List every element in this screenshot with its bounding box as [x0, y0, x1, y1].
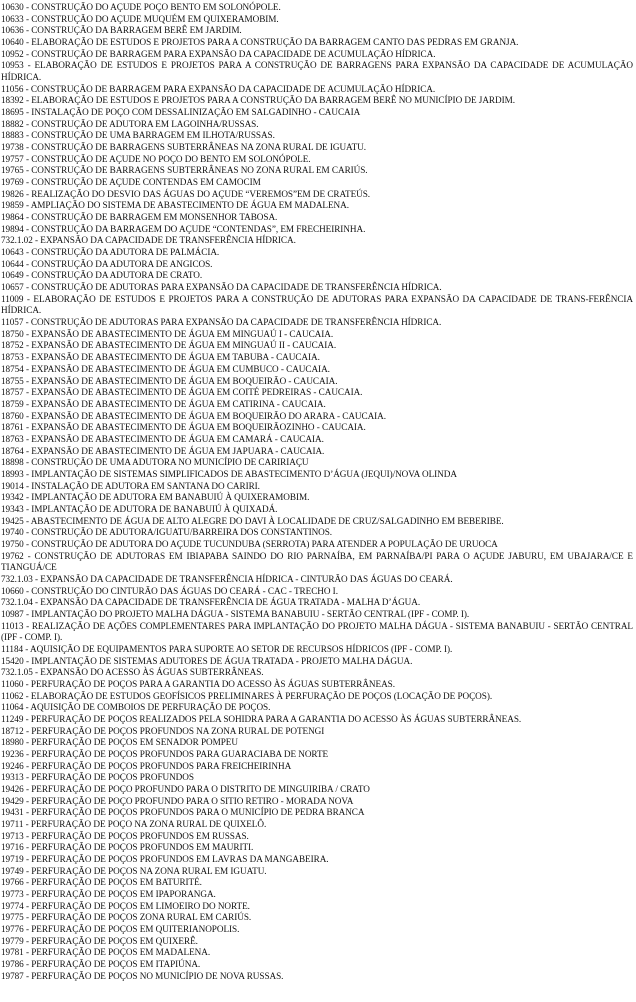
document-line: 10987 - IMPLANTAÇÃO DO PROJETO MALHA DÁGUA - SISTEMA BANABUIU - SERTÃO CENTRAL (IPF - COMP. I). [1, 608, 470, 619]
document-line: 10952 - CONSTRUÇÃO DE BARRAGEM PARA EXPANSÃO DA CAPACIDADE DE ACUMULAÇÃO HÍDRICA. [1, 48, 436, 59]
document-line: 10640 - ELABORAÇÃO DE ESTUDOS E PROJETOS PARA A CONSTRUÇÃO DA BARRAGEM CANTO DAS PEDRAS EM GRANJA. [1, 37, 519, 48]
document-line: 19779 - PERFURAÇÃO DE POÇOS EM QUIXERÊ. [1, 935, 198, 946]
document-line: 18993 - IMPLANTAÇÃO DE SISTEMAS SIMPLIFICADOS DE ABASTECIMENTO D’ÁGUA (JEQUI)/NOVA OLINDA [1, 468, 457, 479]
document-line: 19781 - PERFURAÇÃO DE POÇOS EM MADALENA. [1, 947, 211, 958]
document-line: 19342 - IMPLANTAÇÃO DE ADUTORA EM BANABUIÚ À QUIXERAMOBIM. [1, 492, 310, 503]
document-line: 11057 - CONSTRUÇÃO DE ADUTORAS PARA EXPANSÃO DA CAPACIDADE DE TRANSFERÊNCIA HÍDRICA. [1, 317, 442, 328]
document-line: 18712 - PERFURAÇÃO DE POÇOS PROFUNDOS NA ZONA RURAL DE POTENGI [1, 725, 325, 736]
document-line: 10643 - CONSTRUÇÃO DA ADUTORA DE PALMÁCIA. [1, 247, 220, 258]
document-line: 10649 - CONSTRUÇÃO DA ADUTORA DE CRATO. [1, 270, 203, 281]
document-line: 10630 - CONSTRUÇÃO DO AÇUDE POÇO BENTO EM SOLONÓPOLE. [1, 2, 281, 12]
document-line: 19738 - CONSTRUÇÃO DE BARRAGENS SUBTERRÂNEAS NA ZONA RURAL DE IGUATU. [1, 142, 367, 153]
document-line: 19740 - CONSTRUÇÃO DE ADUTORA/IGUATU/BARREIRA DOS CONSTANTINOS. [1, 527, 333, 538]
document-line: 732.1.03 - EXPANSÃO DA CAPACIDADE DE TRANSFERÊNCIA HÍDRICA - CINTURÃO DAS ÁGUAS DO CEARÁ. [1, 573, 453, 584]
document-line: 11062 - ELABORAÇÃO DE ESTUDOS GEOFÍSICOS PRELIMINARES À PERFURAÇÃO DE POÇOS (LOCAÇÃO DE POÇOS). [1, 690, 493, 701]
document-line: 19749 - PERFURAÇÃO DE POÇOS NA ZONA RURAL EM IGUATU. [1, 865, 267, 876]
document-line: 11060 - PERFURAÇÃO DE POÇOS PARA A GARANTIA DO ACESSO ÀS ÁGUAS SUBTERRÂNEAS. [1, 678, 395, 689]
document-line: 18753 - EXPANSÃO DE ABASTECIMENTO DE ÁGUA EM TABUBA - CAUCAIA. [1, 352, 320, 363]
document-line: 11056 - CONSTRUÇÃO DE BARRAGEM PARA EXPANSÃO DA CAPACIDADE DE ACUMULAÇÃO HÍDRICA. [1, 83, 436, 94]
document-line: 11064 - AQUISIÇÃO DE COMBOIOS DE PERFURAÇÃO DE POÇOS. [1, 702, 271, 713]
document-line: 19894 - CONSTRUÇÃO DA BARRAGEM DO AÇUDE “CONTENDAS”, EM FRECHEIRINHA. [1, 223, 366, 234]
document-line: 18750 - EXPANSÃO DE ABASTECIMENTO DE ÁGUA EM MINGUAÚ I - CAUCAIA. [1, 328, 334, 339]
document-line: 732.1.04 - EXPANSÃO DA CAPACIDADE DE TRANSFERÊNCIA DE ÁGUA TRATADA - MALHA D’ÁGUA. [1, 597, 421, 608]
document-line: 18759 - EXPANSÃO DE ABASTECIMENTO DE ÁGUA EM CATIRINA - CAUCAIA. [1, 398, 326, 409]
document-line: 19711 - PERFURAÇÃO DE POÇO NA ZONA RURAL DE QUIXELÔ. [1, 819, 267, 830]
document-line: 18757 - EXPANSÃO DE ABASTECIMENTO DE ÁGUA EM COITÉ PEDREIRAS - CAUCAIA. [1, 387, 363, 398]
document-line: 18392 - ELABORAÇÃO DE ESTUDOS E PROJETOS PARA A CONSTRUÇÃO DA BARRAGEM BERÊ NO MUNICÍPIO DE JARDIM. [1, 95, 515, 106]
document-line: 11249 - PERFURAÇÃO DE POÇOS REALIZADOS PELA SOHIDRA PARA A GARANTIA DO ACESSO ÀS ÁGUAS SUBTERRÂNEAS. [1, 713, 522, 724]
document-line: 19864 - CONSTRUÇÃO DE BARRAGEM EM MONSENHOR TABOSA. [1, 212, 278, 223]
document-line: 10657 - CONSTRUÇÃO DE ADUTORAS PARA EXPANSÃO DA CAPACIDADE DE TRANSFERÊNCIA HÍDRICA. [1, 282, 442, 293]
document-line: 11009 - ELABORAÇÃO DE ESTUDOS E PROJETOS PARA A CONSTRUÇÃO DE ADUTORAS PARA EXPANSÃO DA CAPACIDADE DE TRANS-FERÊNCIA HÍDRICA. [1, 293, 633, 316]
document-line: 19236 - PERFURAÇÃO DE POÇOS PROFUNDOS PARA GUARACIABA DE NORTE [1, 749, 329, 759]
document-line: 19787 - PERFURAÇÃO DE POÇOS NO MUNICÍPIO DE NOVA RUSSAS. [1, 970, 284, 981]
document-line: 11184 - AQUISIÇÃO DE EQUIPAMENTOS PARA SUPORTE AO SETOR DE RECURSOS HÍDRICOS (IPF - COMP. I). [1, 643, 453, 654]
document-line: 15420 - IMPLANTAÇÃO DE SISTEMAS ADUTORES DE ÁGUA TRATADA - PROJETO MALHA DÁGUA. [1, 655, 413, 666]
document-line: 18764 - EXPANSÃO DE ABASTECIMENTO DE ÁGUA EM JAPUARA - CAUCAIA. [1, 445, 325, 456]
document-line: 19769 - CONSTRUÇÃO DE AÇUDE CONTENDAS EM CAMOCIM [1, 177, 261, 188]
document-line: 18898 - CONSTRUÇÃO DE UMA ADUTORA NO MUNICÍPIO DE CARIRIAÇU [1, 457, 309, 468]
document-line: 18754 - EXPANSÃO DE ABASTECIMENTO DE ÁGUA EM CUMBUCO - CAUCAIA. [1, 363, 330, 374]
document-line: 19766 - PERFURAÇÃO DE POÇOS EM BATURITÉ. [1, 877, 202, 888]
document-line: 19425 - ABASTECIMENTO DE ÁGUA DE ALTO ALEGRE DO DAVI À LOCALIDADE DE CRUZ/SALGADINHO EM BEBERIBE. [1, 515, 504, 526]
document-line: 18883 - CONSTRUÇÃO DE UMA BARRAGEM EM ILHOTA/RUSSAS. [1, 130, 275, 141]
document-line: 19776 - PERFURAÇÃO DE POÇOS EM QUITERIANOPOLIS. [1, 924, 240, 935]
document-line: 18761 - EXPANSÃO DE ABASTECIMENTO DE ÁGUA EM BOQUEIRÃOZINHO - CAUCAIA. [1, 422, 366, 433]
document-line: 18755 - EXPANSÃO DE ABASTECIMENTO DE ÁGUA EM BOQUEIRÃO - CAUCAIA. [1, 375, 338, 386]
document-line: 19775 - PERFURAÇÃO DE POÇOS ZONA RURAL EM CARIÚS. [1, 912, 252, 923]
document-line: 19719 - PERFURAÇÃO DE POÇOS PROFUNDOS EM LAVRAS DA MANGABEIRA. [1, 854, 329, 865]
document-line: 19859 - AMPLIAÇÃO DO SISTEMA DE ABASTECIMENTO DE ÁGUA EM MADALENA. [1, 200, 349, 211]
document-line: 19765 - CONSTRUÇÃO DE BARRAGENS SUBTERRÂNEAS NO ZONA RURAL EM CARIÚS. [1, 165, 368, 176]
document-line: 19750 - CONSTRUÇÃO DE ADUTORA DO AÇUDE TUCUNDUBA (SERROTA) PARA ATENDER A POPULAÇÃO DE URUOCA [1, 538, 498, 549]
document-line: 18695 - INSTALAÇÃO DE POÇO COM DESSALINIZAÇÃO EM SALGADINHO - CAUCAIA [1, 107, 361, 118]
document-line: 19826 - REALIZAÇÃO DO DESVIO DAS ÁGUAS DO AÇUDE “VEREMOS”EM DE CRATEÚS. [1, 188, 371, 199]
document-line: 732.1.02 - EXPANSÃO DA CAPACIDADE DE TRANSFERÊNCIA HÍDRICA. [1, 235, 296, 246]
document-line: 10953 - ELABORAÇÃO DE ESTUDOS E PROJETOS PARA A CONSTRUÇÃO DE BARRAGENS PARA EXPANSÃO DA CAPACIDADE DE ACUMULAÇÃO HÍDRICA. [1, 60, 633, 83]
document-line: 19786 - PERFURAÇÃO DE POÇOS EM ITAPIÚNA. [1, 959, 201, 970]
document-line: 732.1.05 - EXPANSÃO DO ACESSO ÀS ÁGUAS SUBTERRÂNEAS. [1, 667, 264, 678]
document-line: 19762 - CONSTRUÇÃO DE ADUTORAS EM IBIAPABA SAINDO DO RIO PARNAÍBA, EM PARNAÍBA/PI PARA O AÇUDE JABURU, EM UBAJARA/CE E TIANGUÁ/CE [1, 550, 633, 573]
document-line: 19773 - PERFURAÇÃO DE POÇOS EM IPAPORANGA. [1, 889, 216, 900]
document-line: 18763 - EXPANSÃO DE ABASTECIMENTO DE ÁGUA EM CAMARÁ - CAUCAIA. [1, 433, 324, 444]
document-line: 18752 - EXPANSÃO DE ABASTECIMENTO DE ÁGUA EM MINGUAÚ II - CAUCAIA. [1, 340, 337, 351]
document-line: 18882 - CONSTRUÇÃO DE ADUTORA EM LAGOINHA/RUSSAS. [1, 118, 259, 129]
document-line: 19713 - PERFURAÇÃO DE POÇOS PROFUNDOS EM RUSSAS. [1, 830, 249, 841]
document-line: 19429 - PERFURAÇÃO DE POÇO PROFUNDO PARA O SITIO RETIRO - MORADA NOVA [1, 795, 354, 806]
document-line: 19313 - PERFURAÇÃO DE POÇOS PROFUNDOS [1, 772, 194, 783]
document-line: 19343 - IMPLANTAÇÃO DE ADUTORA DE BANABUIÚ À QUIXADÁ. [1, 503, 278, 514]
document-line: 10633 - CONSTRUÇÃO DO AÇUDE MUQUÉM EM QUIXERAMOBIM. [1, 13, 279, 24]
document-line: 19716 - PERFURAÇÃO DE POÇOS PROFUNDOS EM MAURITI. [1, 842, 254, 853]
document-line: 19757 - CONSTRUÇÃO DE AÇUDE NO POÇO DO BENTO EM SOLONÓPOLE. [1, 153, 311, 164]
document-line: 19774 - PERFURAÇÃO DE POÇOS EM LIMOEIRO DO NORTE. [1, 900, 250, 911]
document-line: 18760 - EXPANSÃO DE ABASTECIMENTO DE ÁGUA EM BOQUEIRÃO DO ARARA - CAUCAIA. [1, 410, 386, 421]
document-line: 10660 - CONSTRUÇÃO DO CINTURÃO DAS ÁGUAS DO CEARÁ - CAC - TRECHO I. [1, 585, 338, 596]
document-line: 19246 - PERFURAÇÃO DE POÇOS PROFUNDOS PARA FREICHEIRINHA [1, 760, 292, 771]
document-line: 19014 - INSTALAÇÃO DE ADUTORA EM SANTANA DO CARIRI. [1, 480, 260, 491]
document-line: 10644 - CONSTRUÇÃO DA ADUTORA DE ANGICOS. [1, 258, 213, 269]
document-line: 19426 - PERFURAÇÃO DE POÇO PROFUNDO PARA O DISTRITO DE MINGUIRIBA / CRATO [1, 784, 370, 795]
document-line: 19431 - PERFURAÇÃO DE POÇOS PROFUNDOS PARA O MUNICÍPIO DE PEDRA BRANCA [1, 807, 365, 818]
document-line: 10636 - CONSTRUÇÃO DA BARRAGEM BERÊ EM JARDIM. [1, 25, 242, 36]
document-page [1, 2, 633, 982]
document-line: 11013 - REALIZAÇÃO DE AÇÕES COMPLEMENTARES PARA IMPLANTAÇÃO DO PROJETO MALHA DÁGUA - SISTEMA BANABUIU - SERTÃO CENTRAL (IPF - COMP. I). [1, 620, 633, 643]
document-line: 18980 - PERFURAÇÃO DE POÇOS EM SENADOR POMPEU [1, 737, 238, 748]
